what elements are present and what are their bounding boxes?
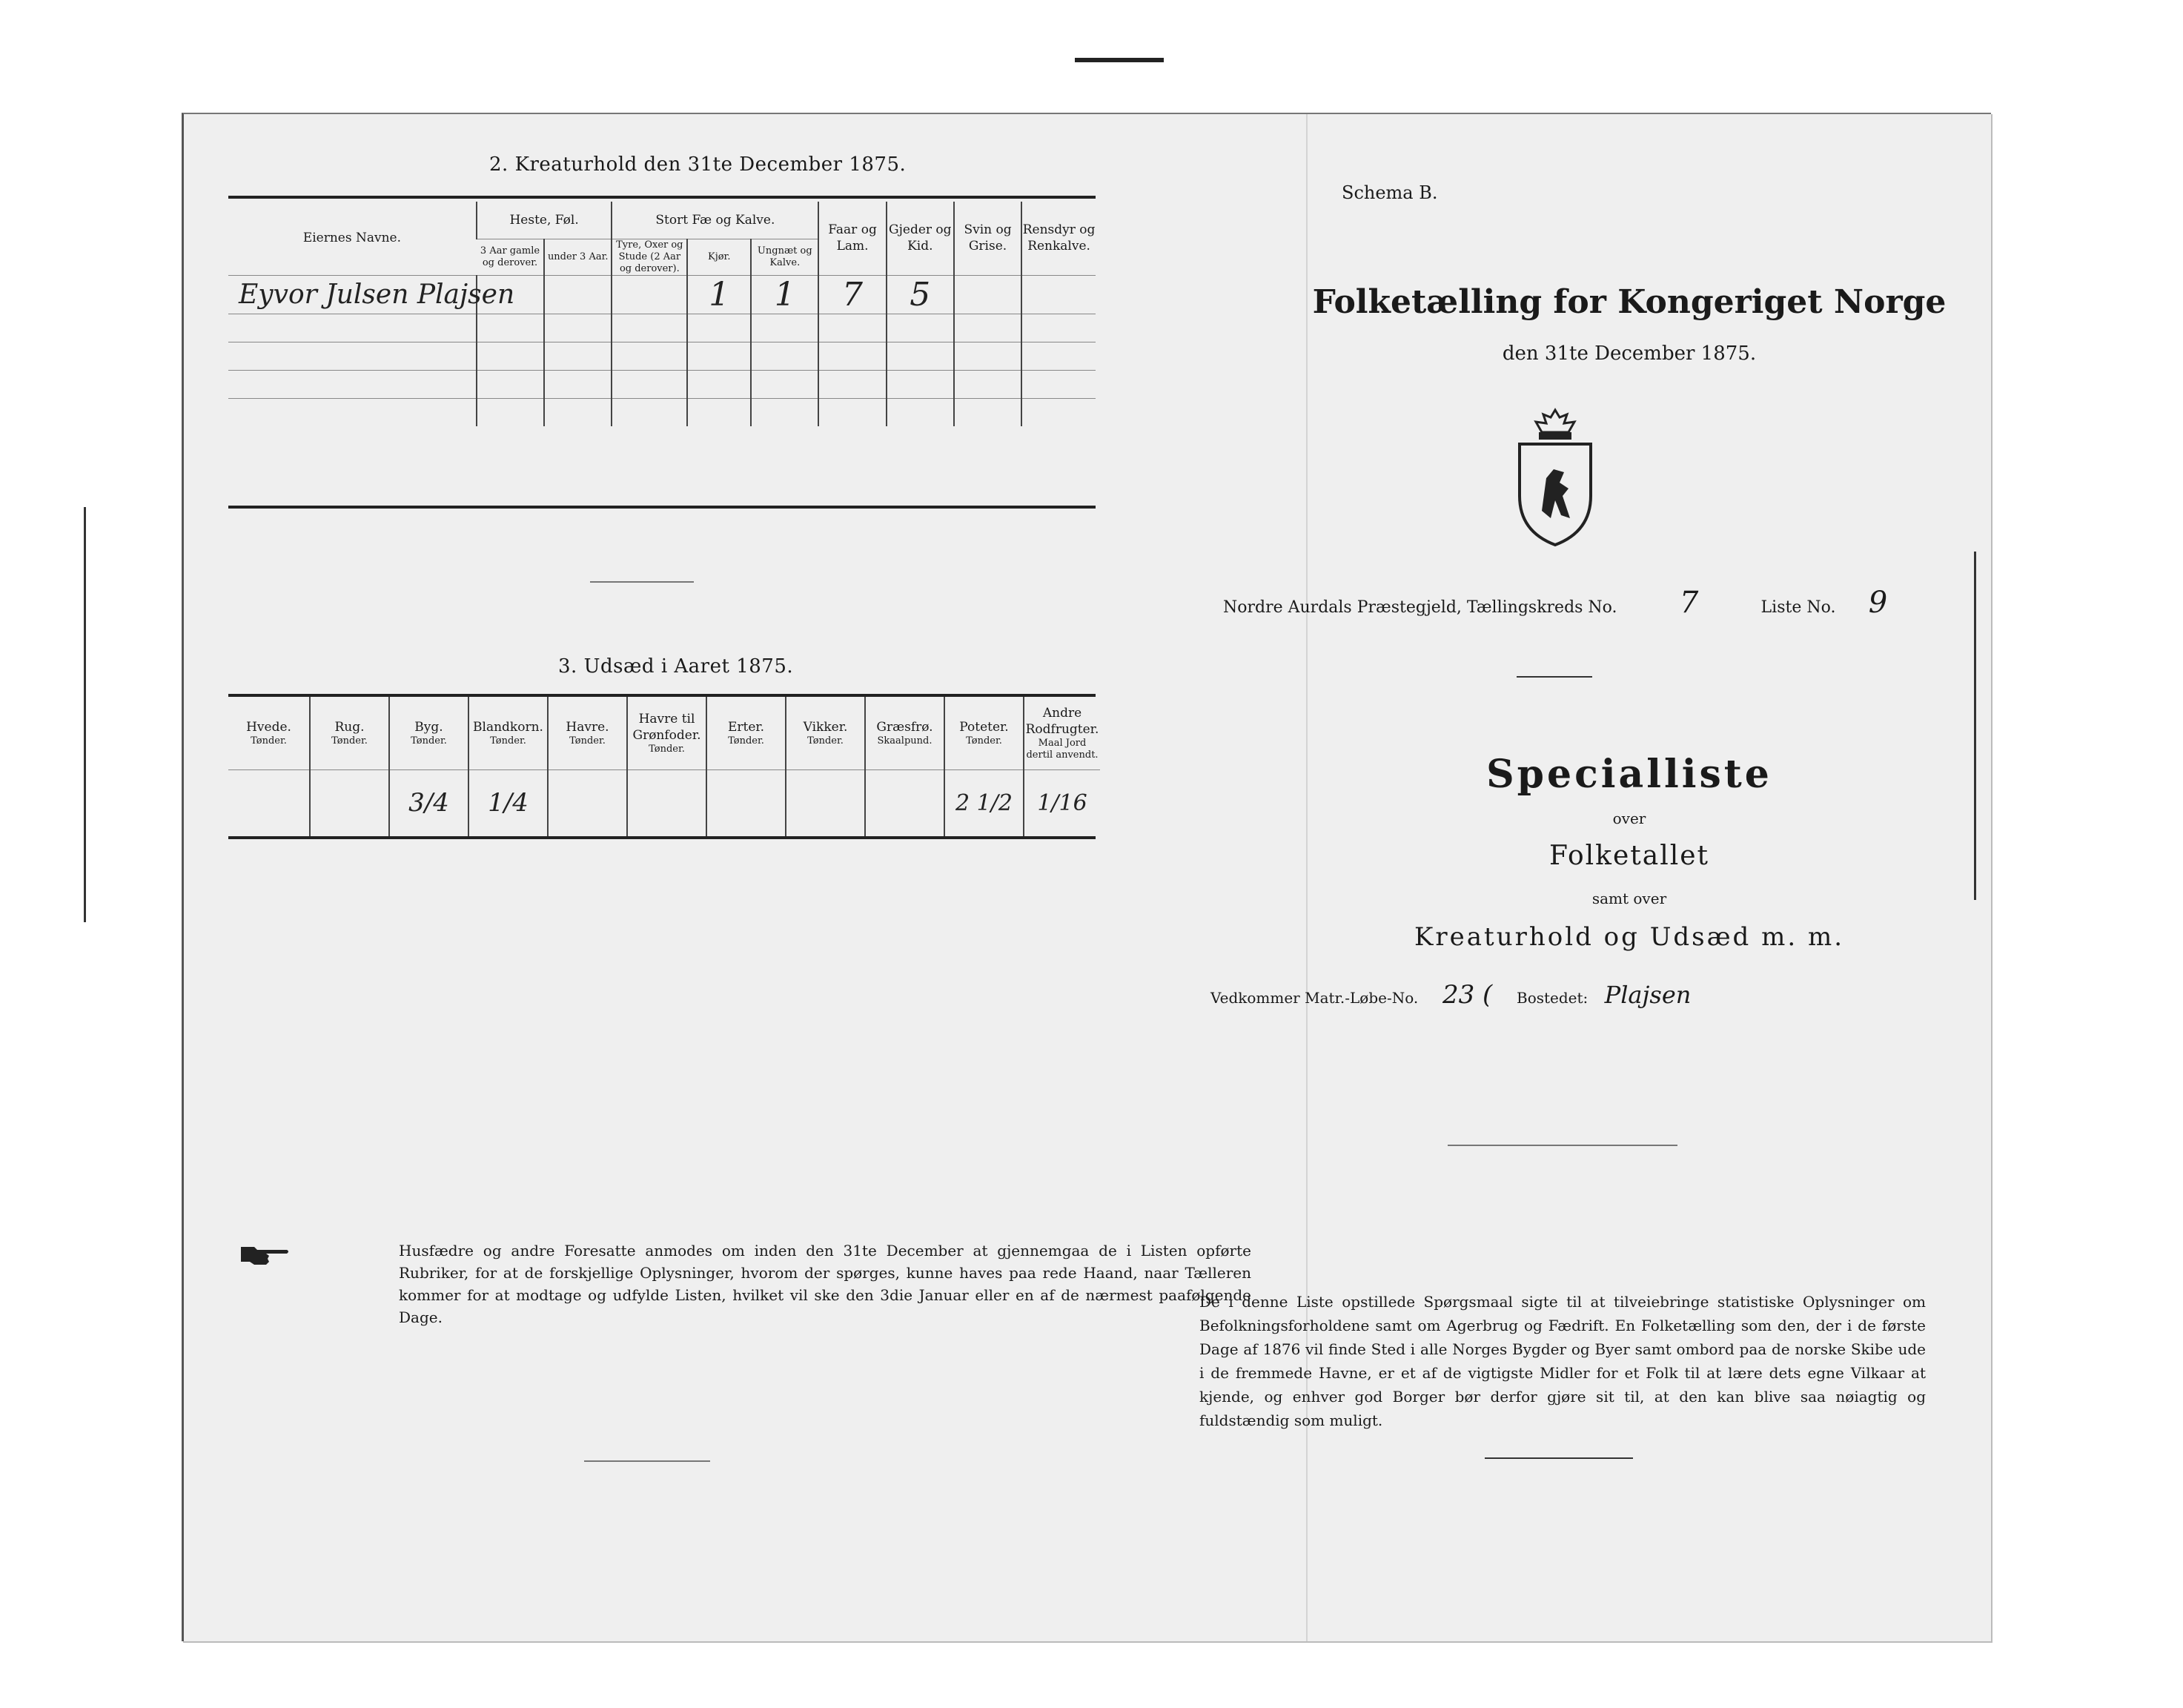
calves-header: Ungnæt og Kalve.: [751, 239, 818, 275]
parish-name: Nordre Aurdals Præstegjeld,: [1223, 598, 1462, 617]
bosted-value: Plajsen: [1604, 981, 1692, 1009]
rye-value: [310, 769, 389, 836]
district-value: 7: [1679, 586, 1699, 620]
mixed-grain-header: Blandkorn. Tønder.: [468, 697, 548, 769]
wheat-header: Hvede. Tønder.: [246, 719, 291, 747]
right-edge-mark: [1974, 552, 1976, 900]
right-footer-dash: [1485, 1457, 1633, 1459]
matr-label: Vedkommer Matr.-Løbe-No.: [1210, 989, 1419, 1007]
table-row: [228, 398, 1096, 426]
owner-name: Eyvor Julsen Plajsen: [228, 275, 477, 314]
sowing-table: [228, 697, 1100, 836]
right-mid-dash: [1448, 1145, 1677, 1146]
table-row: [228, 342, 1096, 370]
section2-title: 2. Kreaturhold den 31te December 1875.: [489, 153, 907, 176]
table-row: [228, 314, 1096, 342]
green-oats-header: Havre til Grønfoder. Tønder.: [627, 697, 706, 769]
oats-value: [548, 769, 627, 836]
district-label: Tællingskreds No.: [1466, 598, 1617, 617]
wheat-value: [228, 769, 310, 836]
parish-info: [1223, 586, 1915, 620]
potatoes-value: 2 1/2: [944, 769, 1024, 836]
mixed-grain-value: 1/4: [468, 769, 548, 836]
footer-dash: [584, 1460, 710, 1462]
notice-text: Husfædre og andre Foresatte anmodes om inden den 31te December at gjennemgaa de i Listen opførte Rubriker, for at de forskjellige Oplysninger, hvorom der spørges, kunne haves paa rede Haand, naar Tælleren kommer for at modtage og udfylde Listen, hvilket vil ske den 3die Januar eller en af de nærmest paafølgende Dage.: [399, 1242, 1251, 1326]
root-crops-value: 1/16: [1024, 769, 1100, 836]
reindeer-header: Rensdyr og Renkalve.: [1021, 202, 1096, 275]
samt-over-text: samt over: [1591, 890, 1667, 907]
table-row: [228, 370, 1096, 398]
owner-header: Eiernes Navne.: [302, 231, 402, 246]
livestock-table: [228, 202, 1096, 426]
schema-label: Schema B.: [1342, 182, 1438, 203]
list-value: 9: [1868, 586, 1888, 620]
horses-group-header: Heste, Føl.: [477, 202, 612, 239]
horses-under3-header: under 3 Aar.: [544, 239, 612, 275]
potatoes-header: Poteter. Tønder.: [944, 697, 1024, 769]
matr-line: [1210, 980, 1753, 1010]
table-row: [228, 275, 1096, 314]
goats-header: Gjeder og Kid.: [887, 202, 954, 275]
top-edge-mark: [1075, 58, 1164, 62]
pigs-header: Svin og Grise.: [954, 202, 1021, 275]
horses-3yr-header: 3 Aar gamle og derover.: [477, 239, 544, 275]
oats-header: Havre. Tønder.: [548, 697, 627, 769]
bosted-label: Bostedet:: [1517, 989, 1589, 1007]
barley-value: 3/4: [389, 769, 468, 836]
grass-seed-value: [865, 769, 944, 836]
census-sheet: [182, 113, 1991, 1641]
section2-top-rule: [228, 196, 1096, 199]
page-title: Folketælling for Kongeriget Norge: [1312, 283, 1947, 321]
sheep-value: 7: [818, 275, 886, 314]
separator-dash: [590, 581, 694, 583]
section2-bottom-rule: [228, 506, 1096, 509]
census-date: den 31te December 1875.: [1502, 342, 1757, 365]
cattle-group-header: Stort Fæ og Kalve.: [612, 202, 818, 239]
right-separator-dash: [1517, 676, 1592, 678]
grass-seed-header: Græsfrø. Skaalpund.: [865, 697, 944, 769]
matr-value: 23 (: [1442, 980, 1493, 1010]
calves-value: 1: [751, 275, 818, 314]
pointing-hand-icon: [239, 1242, 291, 1268]
table-row: [228, 769, 1100, 836]
kreaturhold-heading: Kreaturhold og Udsæd m. m.: [1414, 922, 1844, 952]
coat-of-arms-icon: [1511, 407, 1600, 548]
section3-bottom-rule: [228, 836, 1096, 839]
section3-title: 3. Udsæd i Aaret 1875.: [558, 655, 794, 678]
over-text: over: [1612, 810, 1646, 827]
folketallet-heading: Folketallet: [1548, 841, 1710, 871]
explanation-text: De i denne Liste opstillede Spørgsmaal sigte til at tilveiebringe statistiske Oplysninger om Befolkningsforholdene samt om Agerbrug og Fædrift. En Folketælling som den, der i de første Dage af 1876 vil finde Sted i alle Norges Bygder og Byer samt ombord paa de norske Skibe ude i de fremmede Havne, er et af de vigtigste Midler for et Folk til at lære dets egne Vilkaar at kjende, og enhver god Borger bør derfor gjøre sit til, at den kan blive saa nøiagtig og fuldstændig som muligt.: [1199, 1293, 1926, 1429]
rye-header: Rug. Tønder.: [310, 697, 389, 769]
green-oats-value: [627, 769, 706, 836]
sheep-header: Faar og Lam.: [818, 202, 886, 275]
left-edge-mark: [84, 507, 86, 922]
root-crops-header: Andre Rodfrugter. Maal Jord dertil anvendt.: [1024, 697, 1100, 769]
goats-value: 5: [887, 275, 954, 314]
specialliste-heading: Specialliste: [1486, 752, 1772, 797]
vetch-header: Vikker. Tønder.: [786, 697, 865, 769]
vetch-value: [786, 769, 865, 836]
list-label: Liste No.: [1760, 598, 1836, 617]
peas-header: Erter. Tønder.: [706, 697, 786, 769]
cows-header: Kjør.: [687, 239, 751, 275]
bulls-header: Tyre, Oxer og Stude (2 Aar og derover).: [612, 239, 687, 275]
peas-value: [706, 769, 786, 836]
barley-header: Byg. Tønder.: [389, 697, 468, 769]
cows-value: 1: [687, 275, 751, 314]
